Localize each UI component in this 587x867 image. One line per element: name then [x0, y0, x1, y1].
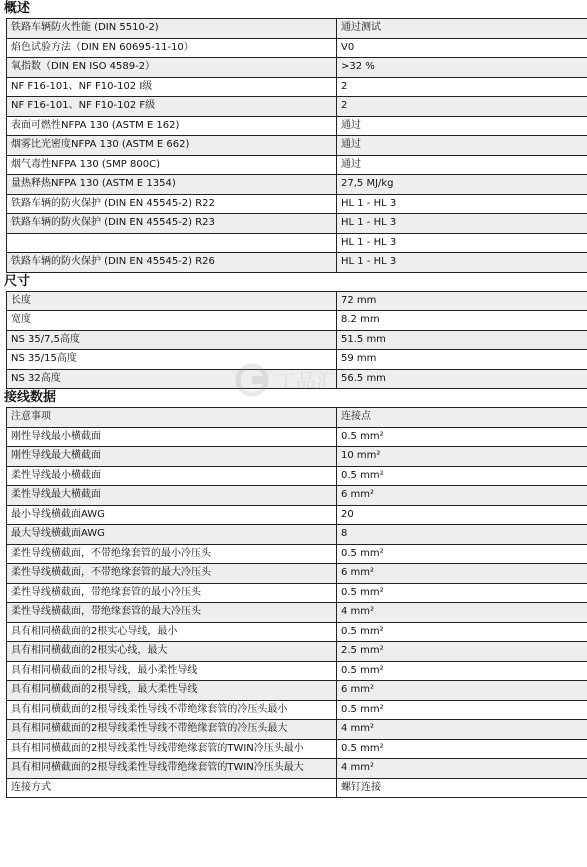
- property-value: 6 mm²: [337, 681, 587, 701]
- table-row: [7, 525, 587, 545]
- property-name: 长度: [7, 291, 337, 311]
- table-row: [7, 583, 587, 603]
- property-value: 4 mm²: [337, 603, 587, 623]
- property-name: NS 35/15高度: [7, 350, 337, 370]
- property-value: 2.5 mm²: [337, 642, 587, 662]
- property-value: 8.2 mm: [337, 311, 587, 331]
- property-name: 具有相同横截面的2根导线，最小柔性导线: [7, 661, 337, 681]
- table-row: [7, 214, 587, 234]
- table-row: [7, 466, 587, 486]
- property-value: 连接点: [337, 408, 587, 428]
- property-value: 0.5 mm²: [337, 583, 587, 603]
- property-name: 铁路车辆的防火保护 (DIN EN 45545-2) R26: [7, 253, 337, 273]
- table-row: [7, 447, 587, 467]
- section-title: 尺寸: [4, 273, 31, 289]
- property-value: 通过: [337, 155, 587, 175]
- property-name: 最大导线横截面AWG: [7, 525, 337, 545]
- table-row: [7, 136, 587, 156]
- property-value: HL 1 - HL 3: [337, 253, 587, 273]
- property-value: 2: [337, 97, 587, 117]
- table-row: [7, 486, 587, 506]
- property-name: 具有相同横截面的2根导线柔性导线不带绝缘套管的冷压头最大: [7, 720, 337, 740]
- property-value: HL 1 - HL 3: [337, 194, 587, 214]
- property-value: 通过: [337, 116, 587, 136]
- table-row: [7, 661, 587, 681]
- property-value: 59 mm: [337, 350, 587, 370]
- property-name: 最小导线横截面AWG: [7, 505, 337, 525]
- table-row: [7, 97, 587, 117]
- table-row: [7, 330, 587, 350]
- property-name: 表面可燃性NFPA 130 (ASTM E 162): [7, 116, 337, 136]
- property-name: 具有相同横截面的2根实心线，最大: [7, 642, 337, 662]
- table-row: [7, 253, 587, 273]
- property-value: 51.5 mm: [337, 330, 587, 350]
- spec-table: [6, 407, 587, 798]
- property-value: V0: [337, 38, 587, 58]
- table-row: [7, 350, 587, 370]
- property-value: 0.5 mm²: [337, 661, 587, 681]
- property-name: NF F16-101、NF F10-102 I级: [7, 77, 337, 97]
- property-name: 注意事项: [7, 408, 337, 428]
- property-name: NS 35/7,5高度: [7, 330, 337, 350]
- property-name: NS 32高度: [7, 369, 337, 389]
- property-value: 27,5 MJ/kg: [337, 175, 587, 195]
- property-name: 烟雾比光密度NFPA 130 (ASTM E 662): [7, 136, 337, 156]
- table-row: [7, 642, 587, 662]
- property-name: 柔性导线最大横截面: [7, 486, 337, 506]
- table-row: [7, 681, 587, 701]
- table-row: [7, 19, 587, 39]
- property-name: 量热释热NFPA 130 (ASTM E 1354): [7, 175, 337, 195]
- property-value: 56.5 mm: [337, 369, 587, 389]
- property-value: HL 1 - HL 3: [337, 214, 587, 234]
- property-name: 刚性导线最小横截面: [7, 427, 337, 447]
- property-name: 具有相同横截面的2根导线柔性导线带绝缘套管的TWIN冷压头最小: [7, 739, 337, 759]
- property-name: 铁路车辆的防火保护 (DIN EN 45545-2) R23: [7, 214, 337, 234]
- property-value: 10 mm²: [337, 447, 587, 467]
- property-value: 72 mm: [337, 291, 587, 311]
- table-row: [7, 116, 587, 136]
- section-title: 接线数据: [4, 390, 57, 405]
- table-row: [7, 759, 587, 779]
- table-row: [7, 603, 587, 623]
- property-name: 焰色试验方法（DIN EN 60695-11-10）: [7, 38, 337, 58]
- property-value: 4 mm²: [337, 720, 587, 740]
- table-row: [7, 622, 587, 642]
- property-value: >32 %: [337, 58, 587, 78]
- table-row: [7, 233, 587, 253]
- property-value: 0.5 mm²: [337, 466, 587, 486]
- property-name: 连接方式: [7, 778, 337, 798]
- property-value: 6 mm²: [337, 564, 587, 584]
- table-row: [7, 544, 587, 564]
- property-name: 具有相同横截面的2根导线柔性导线带绝缘套管的TWIN冷压头最大: [7, 759, 337, 779]
- property-value: 2: [337, 77, 587, 97]
- table-row: [7, 427, 587, 447]
- table-row: [7, 291, 587, 311]
- table-row: [7, 58, 587, 78]
- property-name: [7, 233, 337, 253]
- property-value: 8: [337, 525, 587, 545]
- property-name: 具有相同横截面的2根实心导线，最小: [7, 622, 337, 642]
- property-name: 具有相同横截面的2根导线，最大柔性导线: [7, 681, 337, 701]
- table-row: [7, 778, 587, 798]
- property-value: 4 mm²: [337, 759, 587, 779]
- spec-table: [6, 18, 587, 273]
- property-value: 0.5 mm²: [337, 700, 587, 720]
- property-name: 柔性导线横截面，带绝缘套管的最大冷压头: [7, 603, 337, 623]
- property-name: 氧指数（DIN EN ISO 4589-2）: [7, 58, 337, 78]
- table-row: [7, 311, 587, 331]
- property-value: 螺钉连接: [337, 778, 587, 798]
- property-value: HL 1 - HL 3: [337, 233, 587, 253]
- property-name: 柔性导线横截面，不带绝缘套管的最大冷压头: [7, 564, 337, 584]
- table-row: [7, 408, 587, 428]
- property-value: 通过: [337, 136, 587, 156]
- table-row: [7, 77, 587, 97]
- property-value: 0.5 mm²: [337, 427, 587, 447]
- property-name: 刚性导线最大横截面: [7, 447, 337, 467]
- property-value: 20: [337, 505, 587, 525]
- table-row: [7, 505, 587, 525]
- table-row: [7, 700, 587, 720]
- table-row: [7, 739, 587, 759]
- property-value: 通过测试: [337, 19, 587, 39]
- spec-table: [6, 291, 587, 390]
- table-row: [7, 720, 587, 740]
- property-value: 0.5 mm²: [337, 622, 587, 642]
- section-title: 概述: [4, 1, 31, 16]
- property-name: 具有相同横截面的2根导线柔性导线不带绝缘套管的冷压头最小: [7, 700, 337, 720]
- property-name: NF F16-101、NF F10-102 F级: [7, 97, 337, 117]
- table-row: [7, 194, 587, 214]
- property-name: 铁路车辆防火性能 (DIN 5510-2): [7, 19, 337, 39]
- property-name: 铁路车辆的防火保护 (DIN EN 45545-2) R22: [7, 194, 337, 214]
- property-name: 柔性导线最小横截面: [7, 466, 337, 486]
- table-row: [7, 564, 587, 584]
- table-row: [7, 175, 587, 195]
- table-row: [7, 155, 587, 175]
- table-row: [7, 38, 587, 58]
- property-name: 宽度: [7, 311, 337, 331]
- property-value: 0.5 mm²: [337, 739, 587, 759]
- property-name: 烟气毒性NFPA 130 (SMP 800C): [7, 155, 337, 175]
- property-name: 柔性导线横截面，不带绝缘套管的最小冷压头: [7, 544, 337, 564]
- property-value: 0.5 mm²: [337, 544, 587, 564]
- table-row: [7, 369, 587, 389]
- property-name: 柔性导线横截面，带绝缘套管的最小冷压头: [7, 583, 337, 603]
- property-value: 6 mm²: [337, 486, 587, 506]
